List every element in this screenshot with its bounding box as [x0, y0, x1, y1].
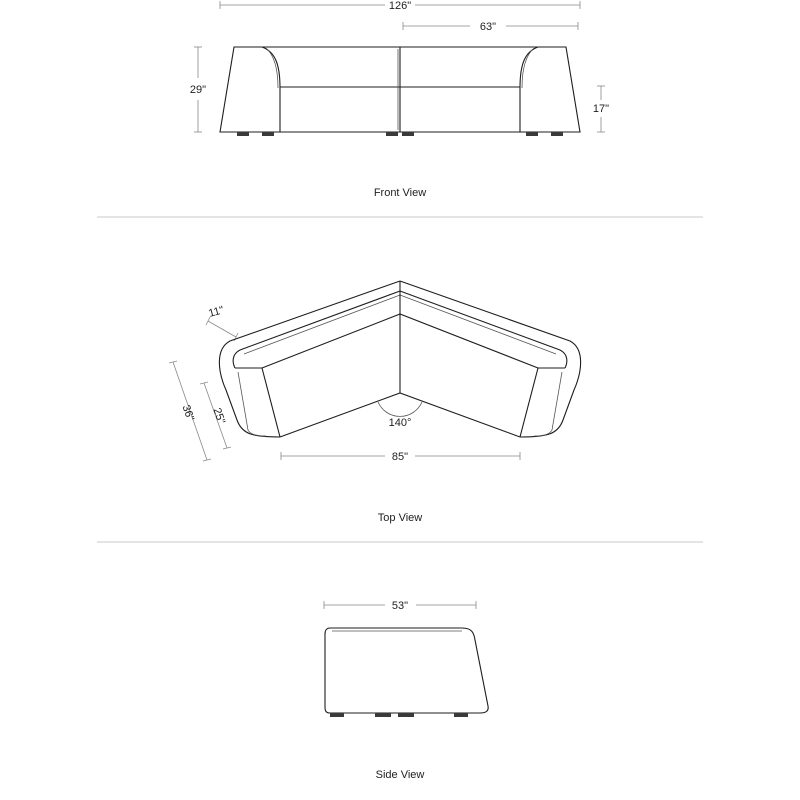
half-width-label: 63" [479, 21, 497, 33]
depth-label: 36" [179, 403, 197, 423]
inner-width-dimension [281, 451, 520, 463]
side-view-caption: Side View [375, 769, 425, 781]
seat-height-label: 17" [592, 103, 610, 115]
inner-width-label: 85" [391, 451, 409, 463]
seat-height-dimension [593, 86, 609, 132]
angle-label: 140° [388, 417, 412, 429]
height-dimension [190, 47, 206, 132]
depth-dimension [169, 361, 211, 461]
overall-width-dimension [220, 0, 580, 12]
top-view [169, 281, 581, 524]
overall-width-label: 126" [388, 0, 412, 12]
top-view-caption: Top View [377, 512, 423, 524]
half-width-dimension [403, 21, 578, 33]
side-view [324, 600, 488, 781]
arm-width-dimension [206, 304, 238, 341]
sofa-top-drawing [219, 281, 580, 437]
seat-depth-label: 25" [210, 406, 228, 426]
front-view-caption: Front View [373, 187, 427, 199]
front-view [190, 0, 609, 199]
side-depth-label: 53" [391, 600, 409, 612]
sofa-front-drawing [220, 47, 580, 136]
arm-width-label: 11" [207, 304, 226, 320]
sofa-side-drawing [325, 628, 488, 717]
height-label: 29" [189, 84, 207, 96]
side-depth-dimension [324, 600, 476, 612]
